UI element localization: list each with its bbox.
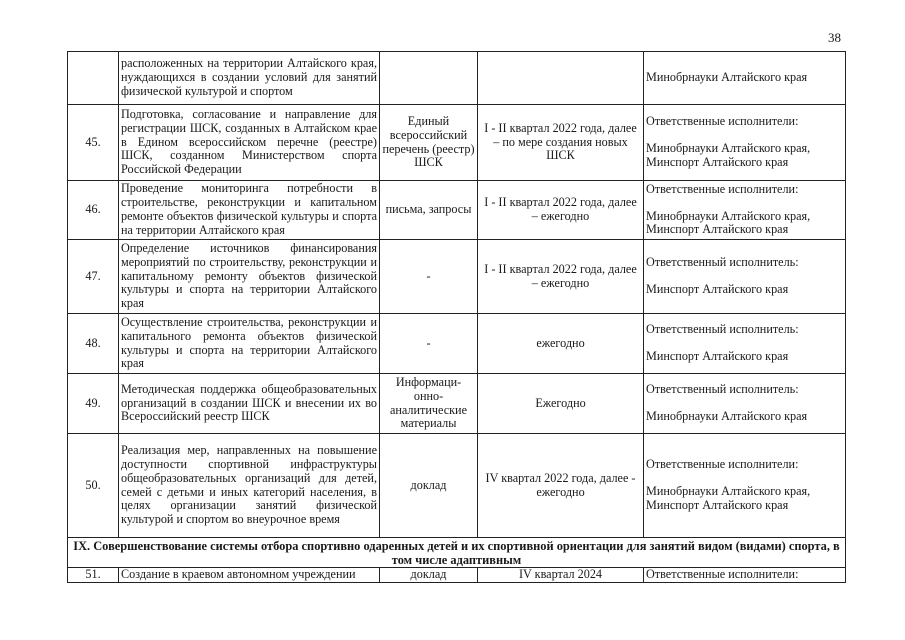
responsible-heading: Ответственные исполнители: [646, 181, 799, 196]
form-cell: Информаци-онно-аналитические материалы [380, 374, 478, 434]
action-plan-table [67, 51, 846, 583]
form-cell: доклад [380, 568, 478, 583]
row-number: 50. [68, 434, 119, 538]
responsible-executors: Минобрнауки Алтайского края [646, 409, 808, 423]
section-heading: IX. Совершенствование системы отбора спортивно одаренных детей и их спортивной ориентации для занятий видом (видами) спорта, в том числе адаптивным [68, 538, 846, 568]
form-cell: - [380, 314, 478, 374]
activity-cell: Создание в краевом автономном учреждении [119, 568, 380, 583]
responsible-heading: Ответственный исполнитель: [646, 382, 799, 397]
table-row [68, 374, 846, 434]
term-cell: IV квартал 2022 года, далее - ежегодно [478, 434, 644, 538]
responsible-executors: Минспорт Алтайского края [646, 282, 789, 296]
responsible-heading: Ответственный исполнитель: [646, 255, 799, 270]
table-row [68, 568, 846, 583]
form-cell: доклад [380, 434, 478, 538]
activity-cell: Реализация мер, направленных на повышение доступности спортивной инфраструктуры общеобразовательных организаций для детей, семей с детьми и иных категорий населения, в целях организации занятий физической культурой и спортом во внеурочное время [119, 434, 380, 538]
responsible-executors: Минобрнауки Алтайского края, Минспорт Алтайского края [646, 484, 811, 512]
responsible-heading: Ответственные исполнители: [646, 114, 799, 129]
responsible-cell [644, 181, 846, 240]
responsible-cell [644, 240, 846, 314]
responsible-executors: Минобрнауки Алтайского края, Минспорт Алтайского края [646, 208, 811, 237]
table-row [68, 52, 846, 105]
row-number: 45. [68, 105, 119, 181]
term-cell: I - II квартал 2022 года, далее – ежегодно [478, 240, 644, 314]
table-row [68, 314, 846, 374]
row-number: 47. [68, 240, 119, 314]
term-cell: I - II квартал 2022 года, далее – ежегодно [478, 181, 644, 240]
responsible-executors: Минобрнауки Алтайского края [646, 70, 808, 85]
row-number [68, 52, 119, 105]
term-cell: Ежегодно [478, 374, 644, 434]
responsible-heading: Ответственные исполнители: [646, 457, 799, 472]
responsible-executors: Минобрнауки Алтайского края, Минспорт Алтайского края [646, 141, 811, 169]
responsible-heading: Ответственный исполнитель: [646, 322, 799, 337]
term-cell: I - II квартал 2022 года, далее – по мере создания новых ШСК [478, 105, 644, 181]
activity-cell: Методическая поддержка общеобразовательных организаций в создании ШСК и внесении их во Всероссийский реестр ШСК [119, 374, 380, 434]
row-number: 48. [68, 314, 119, 374]
activity-cell: Определение источников финансирования мероприятий по строительству, реконструкции и капитальному ремонту объектов физической культуры и спорта на территории Алтайского края [119, 240, 380, 314]
responsible-cell [644, 374, 846, 434]
page-number: 38 [828, 30, 841, 45]
responsible-cell [644, 105, 846, 181]
row-number: 46. [68, 181, 119, 240]
activity-cell: расположенных на территории Алтайского края, нуждающихся в создании условий для занятий физической культурой и спортом [119, 52, 380, 105]
activity-cell: Подготовка, согласование и направление для регистрации ШСК, созданных в Алтайском крае в Едином всероссийском перечне (реестре) ШСК, созданном Министерством спорта Российской Федерации [119, 105, 380, 181]
responsible-cell [644, 568, 846, 583]
table-row [68, 240, 846, 314]
term-cell [478, 52, 644, 105]
form-cell: - [380, 240, 478, 314]
table-row [68, 105, 846, 181]
responsible-executors: Минспорт Алтайского края [646, 349, 789, 363]
form-cell [380, 52, 478, 105]
term-cell: ежегодно [478, 314, 644, 374]
term-cell: IV квартал 2024 [478, 568, 644, 583]
table-row [68, 181, 846, 240]
form-cell: Единый всероссийский перечень (реестр) ШСК [380, 105, 478, 181]
responsible-cell [644, 314, 846, 374]
section-heading-row [68, 538, 846, 568]
responsible-heading: Ответственные исполнители: [646, 567, 799, 582]
responsible-cell [644, 52, 846, 105]
activity-cell: Осуществление строительства, реконструкции и капитального ремонта объектов физической культуры и спорта на территории Алтайского края [119, 314, 380, 374]
form-cell: письма, запросы [380, 181, 478, 240]
responsible-cell [644, 434, 846, 538]
row-number: 49. [68, 374, 119, 434]
row-number: 51. [68, 568, 119, 583]
table-row [68, 434, 846, 538]
activity-cell: Проведение мониторинга потребности в строительстве, реконструкции и капитальном ремонте объектов физической культуры и спорта на территории Алтайского края [119, 181, 380, 240]
